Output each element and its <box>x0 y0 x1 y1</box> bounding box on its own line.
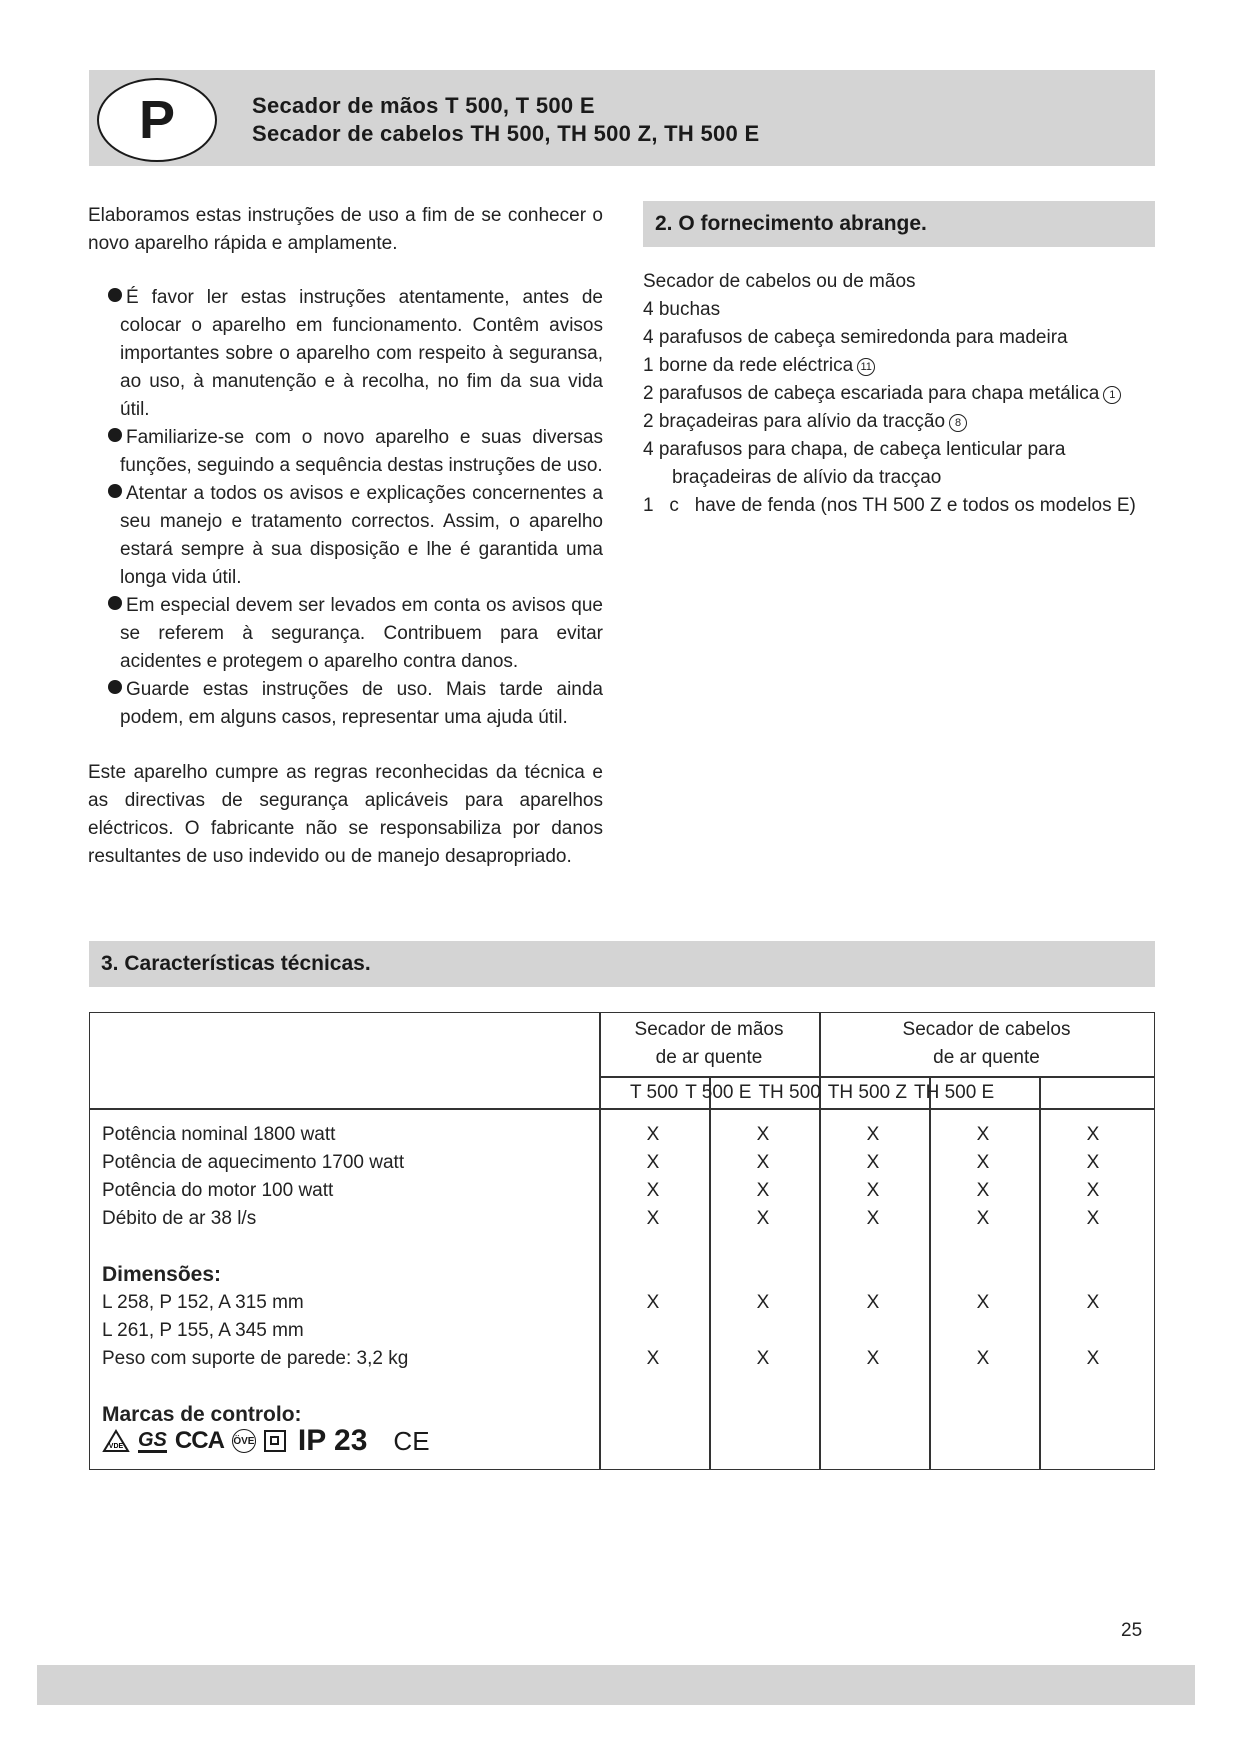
bullet-icon <box>108 484 122 498</box>
column-divider <box>709 1076 711 1469</box>
section-2-heading: 2. O fornecimento abrange. <box>643 201 1155 247</box>
list-item: 2 parafusos de cabeça escariada para chapa metálica 1 <box>643 380 1163 408</box>
ce-mark-icon: CE <box>393 1425 430 1456</box>
bullet-icon <box>108 680 122 694</box>
model-label: T 500 <box>630 1082 679 1103</box>
table-row: Potência nominal 1800 watt <box>102 1124 336 1145</box>
intro-opening: Elaboramos estas instruções de uso a fim de se conhecer o novo aparelho rápida e amplamente. <box>88 205 603 254</box>
supply-list <box>643 268 1163 520</box>
control-marks-heading: Marcas de controlo: <box>102 1403 302 1426</box>
title-line-1: Secador de mãos T 500, T 500 E <box>252 93 595 118</box>
column-divider <box>1039 1076 1041 1469</box>
model-header-row <box>630 1078 1030 1108</box>
model-label: TH 500 E <box>913 1082 995 1103</box>
list-item: É favor ler estas instruções atentamente, antes de colocar o aparelho em funcionamento. Contêm avisos importantes sobre o aparelho com respeito à seguransa, ao uso, à manutenção e à recolha, no fim da sua vida útil. <box>88 284 603 424</box>
row-divider <box>90 1108 1154 1110</box>
list-item: Secador de cabelos ou de mãos <box>643 271 916 292</box>
table-row: Potência do motor 100 watt <box>102 1180 334 1201</box>
table-row: L 261, P 155, A 345 mm <box>102 1320 304 1341</box>
cca-mark-icon: CCA <box>174 1427 224 1454</box>
list-item: 4 parafusos de cabeça semiredonda para madeira <box>643 327 1068 348</box>
bullet-icon <box>108 428 122 442</box>
group-header-hair-dryer: Secador de cabelos de ar quente <box>902 1019 1071 1068</box>
model-label: TH 500 Z <box>827 1082 907 1103</box>
reference-number-icon: 1 <box>1103 386 1121 404</box>
list-item: Atentar a todos os avisos e explicações concernentes a seu manejo e tratamento correctos. Assim, o aparelho estará sempre à sua disposição e lhe é garantida uma longa vida útil. <box>88 480 603 592</box>
list-item: 1 borne da rede eléctrica 11 <box>643 352 1163 380</box>
mark-column-t500: X X X X X X <box>646 1124 660 1369</box>
intro-closing: Este aparelho cumpre as regras reconhecidas da técnica e as directivas de segurança aplicáveis para aparelhos eléctricos. O fabricante não se responsabiliza por danos resultantes de uso indevido ou de manejo desapropriado. <box>88 762 603 867</box>
title-line-2: Secador de cabelos TH 500, TH 500 Z, TH 500 E <box>252 121 760 146</box>
svg-text:VDE: VDE <box>108 1443 124 1450</box>
control-marks <box>102 1423 430 1459</box>
intro-column <box>88 202 603 871</box>
spec-row-labels <box>102 1121 408 1429</box>
model-label: TH 500 <box>758 1082 821 1103</box>
bullet-icon <box>108 288 122 302</box>
table-row: L 258, P 152, A 315 mm <box>102 1292 304 1313</box>
bullet-icon <box>108 596 122 610</box>
list-item: braçadeiras de alívio da tracçao <box>672 467 942 488</box>
list-item: Familiarize-se com o novo aparelho e suas diversas funções, seguindo a sequência destas instruções de uso. <box>88 424 603 480</box>
column-divider <box>599 1013 601 1469</box>
intro-bullet-list <box>88 284 603 732</box>
reference-number-icon: 8 <box>949 414 967 432</box>
dimensions-heading: Dimensões: <box>102 1263 222 1286</box>
table-row: Débito de ar 38 l/s <box>102 1208 257 1229</box>
header-bar <box>89 70 1155 166</box>
mark-column-th500z: X X X X X X <box>976 1124 990 1369</box>
ip-rating: IP 23 <box>297 1424 368 1457</box>
list-item: Em especial devem ser levados em conta os avisos que se referem à segurança. Contribuem para evitar acidentes e protegem o aparelho contra danos. <box>88 592 603 676</box>
list-item: 4 buchas <box>643 299 721 320</box>
mark-column-th500: X X X X X X <box>866 1124 880 1369</box>
list-item: 1 c have de fenda (nos TH 500 Z e todos os modelos E) <box>643 495 1136 516</box>
list-item: 2 braçadeiras para alívio da tracção 8 <box>643 408 1163 436</box>
group-header-hand-dryer: Secador de mãos de ar quente <box>634 1019 784 1068</box>
double-insulation-icon <box>264 1430 286 1452</box>
page-number: 25 <box>1121 1620 1143 1641</box>
ove-mark-icon: ÖVE <box>232 1429 256 1453</box>
table-row: Potência de aquecimento 1700 watt <box>102 1152 405 1173</box>
vde-triangle-icon <box>102 1429 130 1453</box>
list-item: Guarde estas instruções de uso. Mais tarde ainda podem, em alguns casos, representar uma ajuda útil. <box>88 676 603 732</box>
section-3-heading: 3. Características técnicas. <box>89 941 1155 987</box>
footer-bar <box>37 1665 1195 1705</box>
model-label: T 500 E <box>685 1082 752 1103</box>
page-title <box>252 92 759 148</box>
reference-number-icon: 11 <box>857 358 875 376</box>
gs-mark-icon: GS <box>138 1428 167 1451</box>
spec-table <box>89 1012 1155 1470</box>
mark-column-th500e: X X X X X X <box>1086 1124 1100 1369</box>
column-divider <box>929 1076 931 1469</box>
list-item: 4 parafusos para chapa, de cabeça lenticular para <box>643 439 1066 460</box>
table-row: Peso com suporte de parede: 3,2 kg <box>102 1348 409 1369</box>
language-badge: P <box>97 78 217 162</box>
mark-column-t500e: X X X X X X <box>756 1124 770 1369</box>
